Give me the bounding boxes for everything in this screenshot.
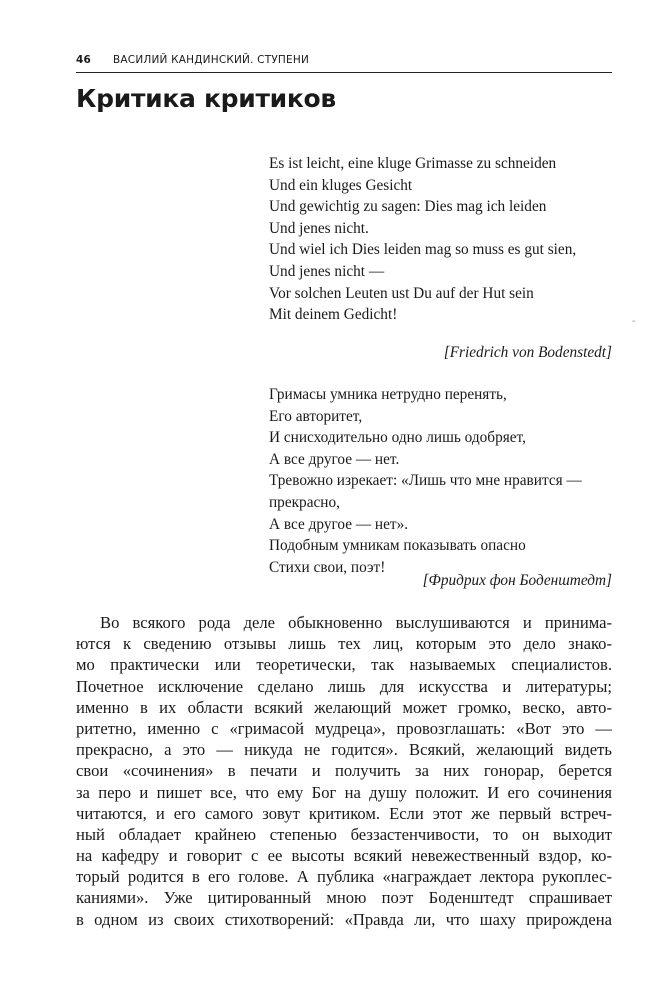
poem-translation-attribution: [Фридрих фон Боденштедт] <box>422 572 612 589</box>
poem-line: Vor solchen Leuten ust Du auf der Hut sein <box>269 284 534 302</box>
poem-line: Стихи свои, поэт! <box>269 558 386 576</box>
poem-line: А все другое — нет. <box>269 450 400 468</box>
body-line: именно в их области всякий желающий может громко, веско, авто- <box>76 697 612 717</box>
poem-line: И снисходительно одно лишь одобряет, <box>269 429 526 447</box>
body-paragraph <box>76 612 612 930</box>
poem-line: Und ein kluges Gesicht <box>269 176 413 194</box>
body-line: на кафедру и говорит с ее высоты всякий невежественный вздор, ко- <box>76 846 612 866</box>
margin-mark: - <box>632 316 636 327</box>
body-line: ный обладает крайнею степенью беззастенчивости, то он выходит <box>76 824 612 844</box>
poem-line: Его авторитет, <box>269 407 363 425</box>
body-line: торый родится в его голове. А публика «награждает лектора рукоплес- <box>76 867 612 887</box>
poem-original-attribution: [Friedrich von Bodenstedt] <box>443 344 612 361</box>
poem-line: Mit deinem Gedicht! <box>269 306 398 324</box>
poem-line: Und jenes nicht. <box>269 219 369 237</box>
poem-translation <box>269 384 582 578</box>
body-line: читаются, и его самого зовут критиком. Если этот же первый встреч- <box>76 803 612 823</box>
running-head <box>76 54 612 74</box>
poem-line: Гримасы умника нетрудно перенять, <box>269 386 507 403</box>
poem-line: А все другое — нет». <box>269 515 409 533</box>
poem-line: Und gewichtig zu sagen: Dies mag ich leiden <box>269 198 547 216</box>
poem-line: Подобным умникам показывать опасно <box>269 537 526 555</box>
header-rule <box>76 72 612 73</box>
page-number: 46 <box>76 54 92 66</box>
body-line: мо практически или теоретически, так называемых специалистов. <box>76 655 612 675</box>
body-line: прекрасно, а это — никуда не годится». Всякий, желающий видеть <box>76 740 612 760</box>
poem-line: Es ist leicht, eine kluge Grimasse zu schneiden <box>269 155 557 172</box>
poem-line: Und jenes nicht — <box>269 262 385 280</box>
running-head-title: ВАСИЛИЙ КАНДИНСКИЙ. СТУПЕНИ <box>113 54 310 66</box>
poem-line: Und wiel ich Dies leiden mag so muss es gut sien, <box>269 241 577 259</box>
poem-line: прекрасно, <box>269 493 340 511</box>
body-line: ритетно, именно с «гримасой мудреца», провозглашать: «Вот это — <box>76 718 612 738</box>
body-line: в одном из своих стихотворений: «Правда ли, что шаху прирождена <box>76 909 612 929</box>
body-line: Во всякого рода деле обыкновенно выслушиваются и принима- <box>100 613 612 632</box>
body-line: ются к сведению отзывы лишь тех лиц, которым это дело знако- <box>76 634 612 654</box>
poem-line: Тревожно изрекает: «Лишь что мне нравится — <box>269 472 582 490</box>
chapter-title: Критика критиков <box>76 84 336 113</box>
body-line: Почетное исключение сделано лишь для искусства и литературы; <box>76 676 612 696</box>
body-line: свои «сочинения» в печати и получить за них гонорар, берется <box>76 761 612 781</box>
poem-original <box>269 153 576 326</box>
body-line: каниями». Уже цитированный мною поэт Боденштедт спрашивает <box>76 888 612 908</box>
body-line: за перо и пишет все, что ему Бог на душу положит. И его сочинения <box>76 782 612 802</box>
